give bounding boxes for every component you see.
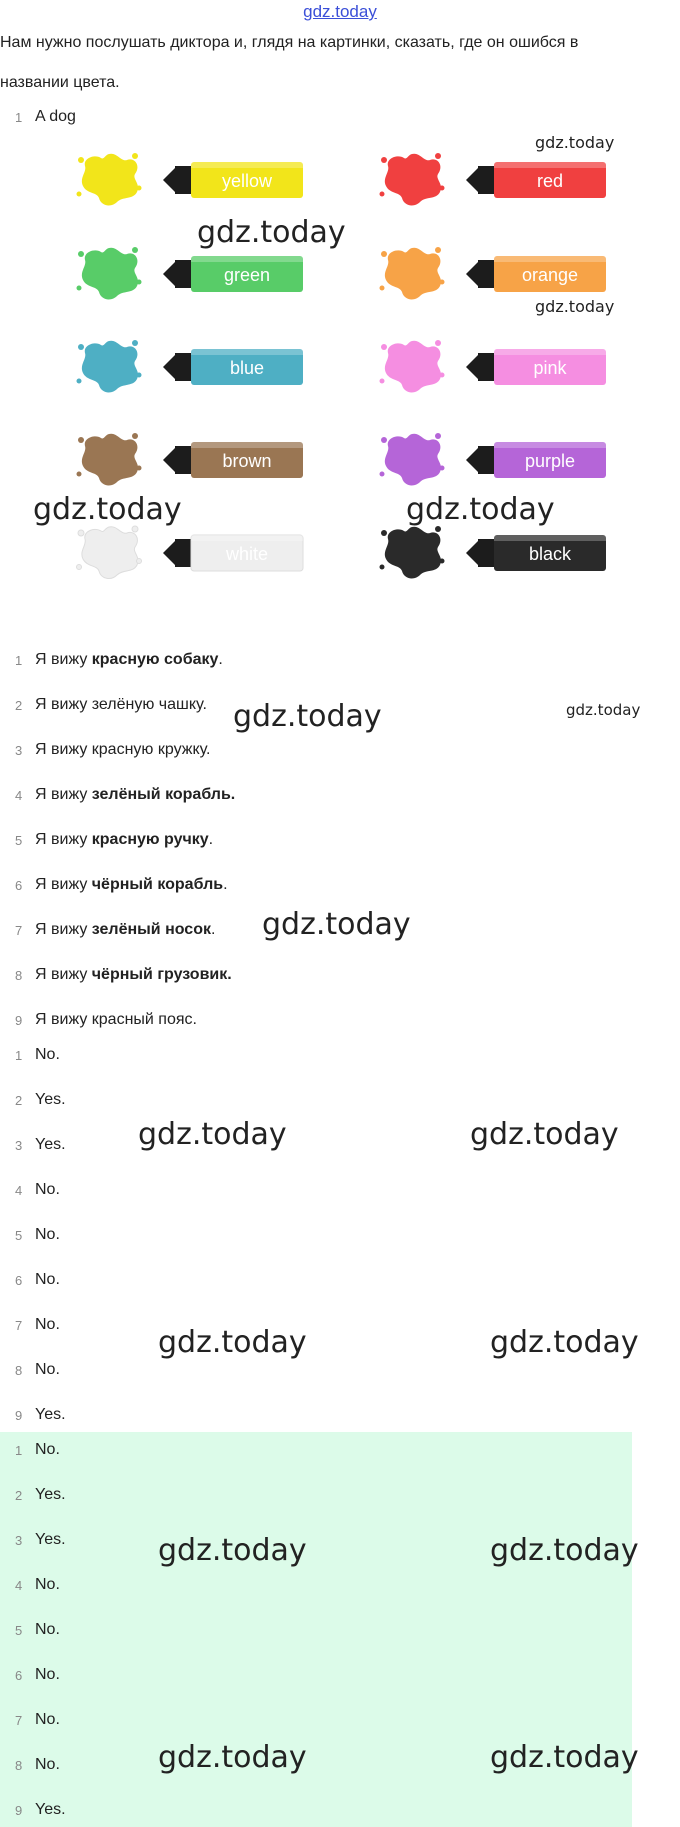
marker-neck-icon [478, 166, 494, 194]
marker-tip-icon [163, 448, 175, 472]
sentence-plain: Я вижу [35, 876, 92, 893]
sentence-emphasis: зелёный носок [91, 921, 211, 938]
answer-text: Yes. [35, 1406, 66, 1423]
color-label: red [536, 171, 564, 191]
paint-drop-icon [380, 379, 385, 384]
answer-text: Yes. [35, 1486, 66, 1503]
marker-neck-icon [175, 539, 191, 567]
marker-highlight [494, 349, 606, 355]
paint-drop-icon [137, 559, 142, 564]
color-label: pink [533, 358, 567, 378]
marker-tip-icon [163, 541, 175, 565]
watermark: gdz.today [535, 297, 615, 316]
sentence-emphasis: красную ручку [91, 831, 209, 848]
watermark: gdz.today [490, 1325, 639, 1360]
sentence-emphasis: зелёный корабль. [91, 786, 236, 803]
paint-splat-icon [82, 341, 138, 393]
paint-drop-icon [77, 565, 82, 570]
paint-drop-icon [78, 437, 84, 443]
paint-splat-icon [385, 154, 441, 206]
paint-drop-icon [435, 433, 441, 439]
sentence-number: 6 [15, 878, 23, 893]
marker-neck-icon [478, 353, 494, 381]
marker-highlight [494, 162, 606, 168]
answer-text: No. [35, 1621, 60, 1638]
answer-number: 2 [15, 1093, 23, 1108]
sentence-text [35, 786, 235, 804]
paint-drop-icon [132, 247, 138, 253]
marker-highlight [191, 162, 303, 168]
color-label: blue [229, 358, 265, 378]
sentence-number: 2 [15, 698, 23, 713]
answer-number: 7 [15, 1318, 23, 1333]
sentence-emphasis: чёрный корабль [91, 876, 224, 893]
paint-drop-icon [381, 437, 387, 443]
color-label: white [225, 544, 269, 564]
answer-number: 7 [15, 1713, 23, 1728]
watermark: gdz.today [138, 1117, 287, 1152]
paint-drop-icon [77, 379, 82, 384]
marker-highlight [191, 535, 303, 541]
paint-drop-icon [440, 466, 445, 471]
color-item-brown [75, 428, 305, 492]
marker-neck-icon [175, 166, 191, 194]
marker-highlight [191, 349, 303, 355]
sentence-plain: . [208, 831, 214, 848]
answer-number: 5 [15, 1623, 23, 1638]
answer-text: No. [35, 1226, 60, 1243]
color-label: yellow [221, 171, 273, 191]
color-label: black [528, 544, 572, 564]
marker-highlight [191, 256, 303, 262]
color-item-blue [75, 335, 305, 399]
answer-text: No. [35, 1181, 60, 1198]
paint-drop-icon [380, 192, 385, 197]
marker-neck-icon [478, 260, 494, 288]
sentence-plain: Я вижу красную кружку. [35, 741, 211, 758]
paint-drop-icon [381, 344, 387, 350]
sentence-number: 9 [15, 1013, 23, 1028]
watermark: gdz.today [406, 492, 555, 527]
sentence-plain: Я вижу [35, 786, 92, 803]
sentence-text [35, 876, 228, 894]
paint-drop-icon [78, 251, 84, 257]
sentence-number: 3 [15, 743, 23, 758]
watermark: gdz.today [158, 1533, 307, 1568]
color-item-purple [378, 428, 608, 492]
sentence-text [35, 1011, 197, 1029]
paint-drop-icon [435, 247, 441, 253]
paint-drop-icon [440, 280, 445, 285]
sentence-number: 8 [15, 968, 23, 983]
color-label: orange [521, 265, 579, 285]
color-label: brown [222, 451, 272, 471]
marker-neck-icon [175, 260, 191, 288]
sentence-plain: Я вижу красный пояс. [35, 1011, 197, 1028]
marker-highlight [494, 535, 606, 541]
task-number: 1 [15, 110, 23, 125]
paint-drop-icon [440, 373, 445, 378]
sentence-plain: . [223, 876, 228, 893]
sentence-emphasis: чёрный грузовик. [91, 966, 232, 983]
paint-splat-icon [82, 527, 138, 579]
color-item-black [378, 521, 608, 585]
marker-neck-icon [478, 446, 494, 474]
marker-neck-icon [175, 446, 191, 474]
paint-splat-icon [82, 154, 138, 206]
marker-neck-icon [175, 353, 191, 381]
paint-drop-icon [78, 530, 84, 536]
answer-number: 4 [15, 1183, 23, 1198]
watermark: gdz.today [233, 699, 382, 734]
sentence-number: 7 [15, 923, 23, 938]
watermark: gdz.today [158, 1325, 307, 1360]
sentence-text [35, 966, 232, 984]
paint-drop-icon [435, 340, 441, 346]
paint-drop-icon [77, 286, 82, 291]
marker-highlight [494, 256, 606, 262]
sentence-plain: Я вижу [35, 831, 92, 848]
paint-drop-icon [78, 157, 84, 163]
marker-tip-icon [163, 355, 175, 379]
sentence-plain: . [210, 921, 216, 938]
answer-text: No. [35, 1441, 60, 1458]
sentence-text [35, 831, 213, 849]
answer-text: Yes. [35, 1136, 66, 1153]
paint-drop-icon [380, 286, 385, 291]
watermark: gdz.today [490, 1533, 639, 1568]
answer-text: No. [35, 1666, 60, 1683]
answer-number: 1 [15, 1048, 23, 1063]
answer-number: 8 [15, 1363, 23, 1378]
paint-drop-icon [77, 472, 82, 477]
paint-splat-icon [82, 434, 138, 486]
paint-drop-icon [132, 433, 138, 439]
marker-highlight [494, 442, 606, 448]
paint-drop-icon [381, 251, 387, 257]
answer-number: 6 [15, 1273, 23, 1288]
paint-drop-icon [380, 472, 385, 477]
watermark: gdz.today [262, 907, 411, 942]
marker-tip-icon [466, 168, 478, 192]
marker-tip-icon [163, 262, 175, 286]
color-label: green [223, 265, 271, 285]
answer-text: No. [35, 1576, 60, 1593]
answer-number: 2 [15, 1488, 23, 1503]
answer-text: Yes. [35, 1091, 66, 1108]
watermark: gdz.today [33, 492, 182, 527]
sentence-text [35, 651, 223, 669]
paint-splat-icon [385, 341, 441, 393]
sentence-number: 1 [15, 653, 23, 668]
color-label: purple [524, 451, 576, 471]
color-item-green [75, 242, 305, 306]
watermark: gdz.today [158, 1740, 307, 1775]
answer-text: No. [35, 1316, 60, 1333]
watermark: gdz.today [470, 1117, 619, 1152]
task-title: A dog [35, 108, 76, 125]
marker-tip-icon [466, 355, 478, 379]
answer-text: No. [35, 1711, 60, 1728]
sentence-number: 5 [15, 833, 23, 848]
marker-highlight [191, 442, 303, 448]
answer-number: 3 [15, 1138, 23, 1153]
paint-splat-icon [385, 248, 441, 300]
paint-splat-icon [82, 248, 138, 300]
sentence-text [35, 741, 210, 759]
paint-splat-icon [385, 434, 441, 486]
paint-drop-icon [440, 186, 445, 191]
answer-number: 1 [15, 1443, 23, 1458]
paint-splat-icon [385, 527, 441, 579]
answer-number: 3 [15, 1533, 23, 1548]
answer-number: 9 [15, 1408, 23, 1423]
paint-drop-icon [78, 344, 84, 350]
answer-number: 9 [15, 1803, 23, 1818]
paint-drop-icon [137, 186, 142, 191]
marker-tip-icon [163, 168, 175, 192]
color-item-white [75, 521, 305, 585]
paint-drop-icon [381, 530, 387, 536]
watermark: gdz.today [197, 215, 346, 250]
sentence-number: 4 [15, 788, 23, 803]
answer-text: Yes. [35, 1531, 66, 1548]
watermark: gdz.today [490, 1740, 639, 1775]
watermark: gdz.today [535, 133, 615, 152]
sentence-text [35, 921, 215, 939]
paint-drop-icon [132, 153, 138, 159]
sentence-text [35, 696, 207, 714]
paint-drop-icon [435, 153, 441, 159]
paint-drop-icon [77, 192, 82, 197]
answer-text: No. [35, 1271, 60, 1288]
paint-drop-icon [132, 340, 138, 346]
answer-text: No. [35, 1756, 60, 1773]
paint-drop-icon [137, 280, 142, 285]
answer-text: No. [35, 1361, 60, 1378]
color-item-yellow [75, 148, 305, 212]
answer-number: 8 [15, 1758, 23, 1773]
answer-number: 4 [15, 1578, 23, 1593]
sentence-emphasis: красную собаку [91, 651, 219, 668]
site-link[interactable]: gdz.today [303, 2, 377, 21]
sentence-plain: . [218, 651, 223, 668]
paint-drop-icon [381, 157, 387, 163]
sentence-plain: Я вижу [35, 966, 92, 983]
sentence-plain: Я вижу зелёную чашку. [35, 696, 207, 713]
paint-drop-icon [380, 565, 385, 570]
marker-neck-icon [478, 539, 494, 567]
intro-line-1: Нам нужно послушать диктора и, глядя на картинки, сказать, где он ошибся в [0, 34, 579, 51]
sentence-plain: Я вижу [35, 651, 92, 668]
marker-tip-icon [466, 262, 478, 286]
answer-number: 5 [15, 1228, 23, 1243]
answer-text: Yes. [35, 1801, 66, 1818]
paint-drop-icon [137, 373, 142, 378]
marker-tip-icon [466, 541, 478, 565]
answer-number: 6 [15, 1668, 23, 1683]
watermark: gdz.today [566, 701, 641, 719]
marker-tip-icon [466, 448, 478, 472]
answer-text: No. [35, 1046, 60, 1063]
color-item-pink [378, 335, 608, 399]
paint-drop-icon [440, 559, 445, 564]
intro-line-2: названии цвета. [0, 74, 120, 91]
color-item-red [378, 148, 608, 212]
paint-drop-icon [137, 466, 142, 471]
sentence-plain: Я вижу [35, 921, 92, 938]
